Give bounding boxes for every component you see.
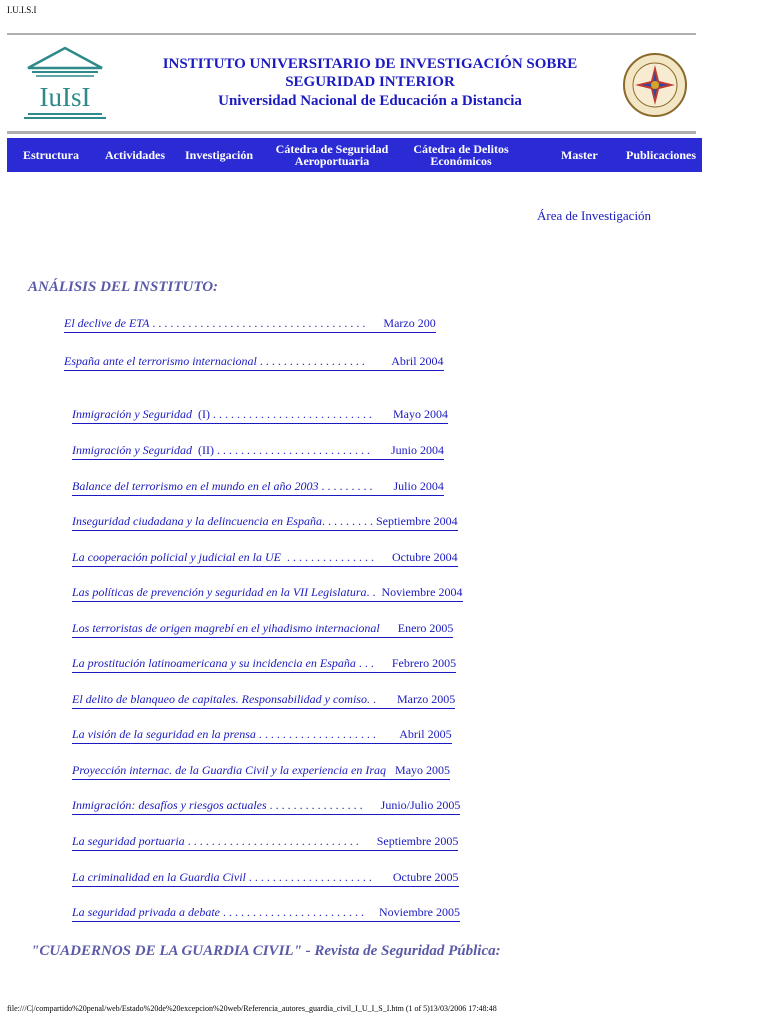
analysis-entry[interactable] — [72, 550, 458, 567]
analysis-entry[interactable] — [72, 621, 453, 638]
entry-dots: . . . . . . . . . . . . . . . . — [266, 798, 381, 812]
analysis-entry[interactable] — [72, 514, 458, 531]
nav-master[interactable]: Master — [561, 148, 598, 162]
file-path-footer: file:///C|/compartido%20penal/web/Estado%20de%20excepcion%20web/Referencia_autores_guardia_civil_I_U_I_S_I.htm (1 of 5)13/03/2006 17:48:48 — [7, 1004, 497, 1013]
entry-dots: . . . . . . . . . . . . . . . . . . . . — [255, 727, 400, 741]
section-title: ANÁLISIS DEL INSTITUTO: — [28, 279, 219, 295]
entry-date: Enero 2005 — [397, 621, 454, 635]
entry-date: Noviembre 2005 — [379, 905, 460, 919]
entry-date: Octubre 2005 — [392, 870, 459, 884]
entry-title: El declive de ETA — [64, 316, 150, 330]
nav-investigacion[interactable]: Investigación — [185, 148, 254, 162]
entry-date: Marzo 200 — [383, 316, 436, 330]
entry-title: La cooperación policial y judicial en la UE — [72, 550, 281, 564]
entry-dots: . . . . . . . . . . . . . . . . . . . . . . . . . . . . . — [184, 834, 377, 848]
analysis-entry[interactable] — [72, 727, 452, 744]
entry-date: Julio 2004 — [393, 479, 444, 493]
entry-date: Septiembre 2005 — [376, 834, 459, 848]
analysis-entry[interactable] — [72, 834, 458, 851]
entry-title: La criminalidad en la Guardia Civil — [72, 870, 246, 884]
entry-part: (II) — [191, 443, 214, 457]
entry-dots: . . . . . . . . . — [318, 479, 394, 493]
building-icon — [22, 46, 108, 120]
entry-date: Junio/Julio 2005 — [380, 798, 461, 812]
entry-title: La seguridad portuaria — [72, 834, 185, 848]
entry-date: Noviembre 2004 — [381, 585, 463, 599]
entry-date: Mayo 2005 — [395, 763, 451, 777]
entry-title: Inmigración y Seguridad — [72, 443, 192, 457]
nav-actividades[interactable]: Actividades — [105, 148, 165, 162]
main-nav — [7, 138, 702, 172]
iuisi-logo[interactable] — [22, 46, 108, 120]
analysis-entry[interactable] — [72, 407, 448, 424]
entry-date: Octubre 2004 — [391, 550, 458, 564]
header-top-rule — [7, 33, 696, 35]
analysis-entry[interactable] — [72, 443, 444, 460]
uned-seal[interactable] — [622, 52, 688, 118]
entry-dots — [380, 621, 398, 635]
nav-catedra-delitos-economicos[interactable]: Cátedra de Delitos Económicos — [413, 142, 509, 168]
entry-date: Junio 2004 — [390, 443, 444, 457]
entry-dots: . . . . . . . . . . . . . . . . . . — [256, 354, 392, 368]
entry-dots: . . . . . . . . . . . . . . . . . . . . . . . . . . . . . . . . . . . . — [149, 316, 384, 330]
header-line-1: INSTITUTO UNIVERSITARIO DE INVESTIGACIÓN SOBRE — [162, 56, 578, 72]
entry-title: La visión de la seguridad en la prensa — [72, 727, 256, 741]
entry-dots: . . . . . . . . . . . . . . . . . . . . . — [245, 870, 393, 884]
analysis-entry[interactable] — [72, 479, 444, 496]
entry-date: Mayo 2004 — [392, 407, 448, 421]
header-line-3: Universidad Nacional de Educación a Distancia — [218, 93, 522, 109]
entry-title: Inmigración: desafíos y riesgos actuales — [72, 798, 267, 812]
analysis-entry[interactable] — [72, 763, 450, 780]
entry-dots: . . . . . . . . . . . . . . . . . . . . . . . . . . . — [209, 407, 393, 421]
entry-dots: . . . . . . . . . . . . . . . . . . . . . . . . . . — [213, 443, 391, 457]
entry-title: El delito de blanqueo de capitales. Responsabilidad y comiso. — [72, 692, 370, 706]
analysis-entry[interactable] — [72, 905, 460, 922]
cuadernos-title: "CUADERNOS DE LA GUARDIA CIVIL" - Revista de Seguridad Pública: — [31, 943, 501, 959]
entry-dots: . . . . . . . . . — [321, 514, 376, 528]
entry-date: Abril 2005 — [399, 727, 452, 741]
entry-title: Las políticas de prevención y seguridad en la VII Legislatura — [72, 585, 367, 599]
institute-header — [140, 55, 600, 111]
area-investigacion-link[interactable]: Área de Investigación — [537, 208, 652, 223]
entry-dots: . . — [366, 585, 382, 599]
entry-dots — [386, 763, 395, 777]
header-line-2: SEGURIDAD INTERIOR — [285, 74, 455, 90]
header-bottom-rule — [7, 131, 696, 134]
entry-title: La prostitución latinoamericana y su incidencia en España — [72, 656, 356, 670]
nav-estructura[interactable]: Estructura — [23, 148, 79, 162]
entry-title: Inseguridad ciudadana y la delincuencia en España — [72, 514, 322, 528]
seal-icon — [622, 52, 688, 118]
entry-dots: . — [369, 692, 397, 706]
entry-date: Abril 2004 — [391, 354, 444, 368]
entry-part: (I) — [191, 407, 210, 421]
nav-catedra-seguridad-aeroportuaria[interactable]: Cátedra de Seguridad Aeroportuaria — [275, 142, 389, 168]
entry-title: La seguridad privada a debate — [72, 905, 220, 919]
entry-date: Septiembre 2004 — [375, 514, 458, 528]
analysis-entry[interactable] — [72, 798, 460, 815]
analysis-entry[interactable] — [72, 870, 459, 887]
analysis-entry[interactable] — [64, 316, 436, 333]
analysis-entry[interactable] — [72, 656, 456, 673]
entry-dots: . . . . . . . . . . . . . . . . . . . . . . . . — [220, 905, 379, 919]
entry-title: Los terroristas de origen magrebí en el yihadismo internacional — [72, 621, 380, 635]
nav-publicaciones[interactable]: Publicaciones — [626, 148, 697, 162]
page-title: I.U.I.S.I — [7, 5, 37, 15]
analysis-entry[interactable] — [64, 354, 444, 371]
logo-text: IuIsI — [39, 82, 91, 112]
entry-title: Inmigración y Seguridad — [72, 407, 192, 421]
analysis-entry[interactable] — [72, 585, 463, 602]
entry-dots: . . . . . . . . . . . . . . . — [280, 550, 392, 564]
entry-dots: . . . — [355, 656, 392, 670]
analysis-entry[interactable] — [72, 692, 455, 709]
entry-title: Proyección internac. de la Guardia Civil y la experiencia en Iraq — [72, 763, 387, 777]
entry-title: España ante el terrorismo internacional — [64, 354, 257, 368]
entry-date: Febrero 2005 — [391, 656, 457, 670]
entry-title: Balance del terrorismo en el mundo en el año 2003 — [72, 479, 319, 493]
entry-date: Marzo 2005 — [396, 692, 456, 706]
